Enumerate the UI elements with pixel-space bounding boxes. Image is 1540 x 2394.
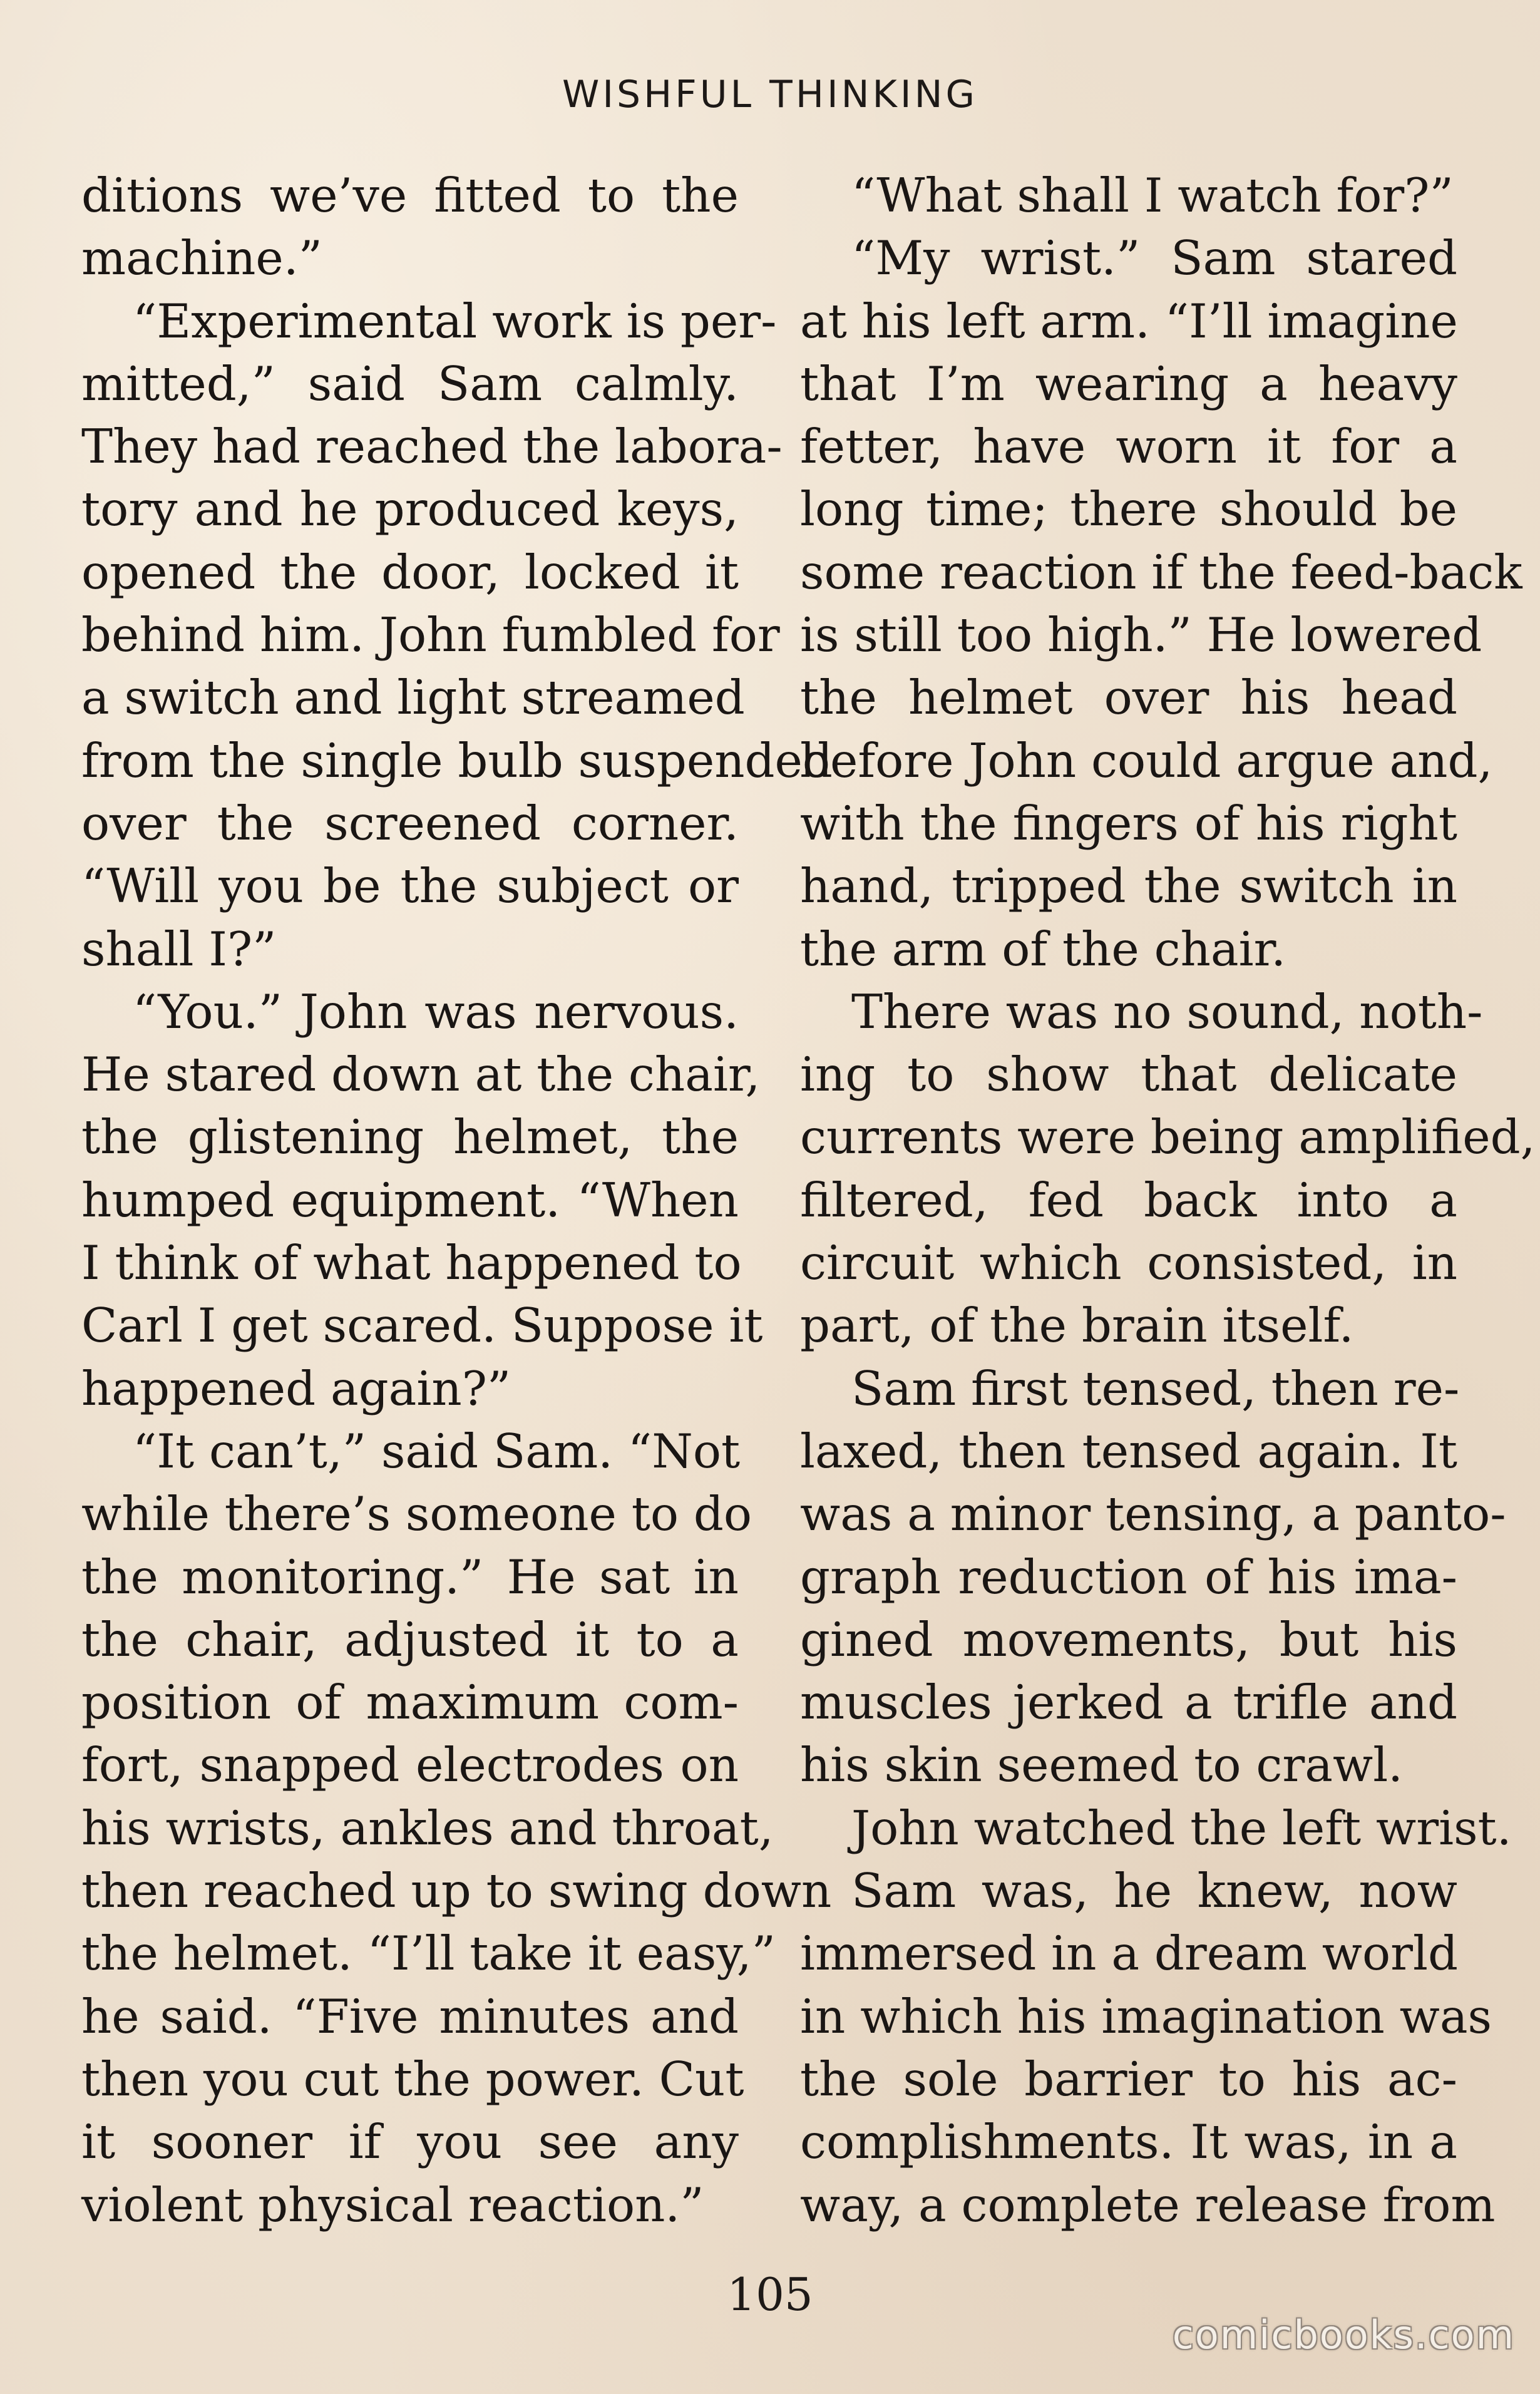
text-line: from the single bulb suspended <box>81 732 833 788</box>
left-column <box>81 164 833 2236</box>
text-line: with the fingers of his right <box>800 795 1457 851</box>
text-line: his skin seemed to crawl. <box>800 1737 1404 1793</box>
text-line: humped equipment. “When <box>81 1172 739 1228</box>
text-line: over the screened corner. <box>81 795 739 851</box>
text-line: I think of what happened to <box>81 1235 742 1291</box>
text-line: at his left arm. “I’ll imagine <box>800 293 1458 349</box>
text-line: way, a complete release from <box>800 2177 1496 2232</box>
text-line: behind him. John fumbled for <box>81 607 780 663</box>
text-line: mitted,” said Sam calmly. <box>81 356 739 411</box>
text-line: the sole barrier to his ac- <box>800 2051 1457 2107</box>
text-line: before John could argue and, <box>800 732 1493 788</box>
text-line: he said. “Five minutes and <box>81 1988 739 2044</box>
text-line: “My wrist.” Sam stared <box>851 230 1457 286</box>
text-line: a switch and light streamed <box>81 670 745 726</box>
text-line: position of maximum com- <box>81 1675 739 1730</box>
text-line: the helmet. “I’ll take it easy,” <box>81 1926 776 1981</box>
text-line: hand, tripped the switch in <box>800 858 1457 914</box>
text-line: They had reached the labora- <box>81 419 783 475</box>
text-line: the glistening helmet, the <box>81 1109 739 1165</box>
text-line: graph reduction of his ima- <box>800 1549 1457 1605</box>
text-line: fetter, have worn it for a <box>800 419 1457 475</box>
text-line: “It can’t,” said Sam. “Not <box>133 1423 741 1479</box>
page-number: 105 <box>727 2268 813 2321</box>
text-line: his wrists, ankles and throat, <box>81 1800 774 1856</box>
text-line: long time; there should be <box>800 481 1457 537</box>
text-line: He stared down at the chair, <box>81 1047 761 1102</box>
text-line: the chair, adjusted it to a <box>81 1611 739 1667</box>
text-line: while there’s someone to do <box>81 1486 752 1542</box>
text-line: complishments. It was, in a <box>800 2114 1457 2170</box>
text-line: Carl I get scared. Suppose it <box>81 1298 763 1354</box>
text-line: Sam first tensed, then re- <box>851 1360 1460 1416</box>
text-line: laxed, then tensed again. It <box>800 1423 1457 1479</box>
text-line: violent physical reaction.” <box>81 2177 704 2232</box>
text-line: “What shall I watch for?” <box>851 168 1454 223</box>
text-line: the monitoring.” He sat in <box>81 1549 739 1605</box>
text-line: that I’m wearing a heavy <box>800 356 1457 411</box>
text-line: happened again?” <box>81 1360 511 1416</box>
text-line: fort, snapped electrodes on <box>81 1737 739 1793</box>
text-line: immersed in a dream world <box>800 1926 1458 1981</box>
right-column <box>800 164 1536 2236</box>
text-line: some reaction if the feed-back <box>800 544 1522 600</box>
text-line: filtered, fed back into a <box>800 1172 1457 1228</box>
text-line: There was no sound, noth- <box>851 984 1483 1039</box>
text-line: John watched the left wrist. <box>851 1800 1512 1856</box>
text-line: gined movements, but his <box>800 1611 1457 1667</box>
text-line: the helmet over his head <box>800 670 1457 726</box>
text-line: then reached up to swing down <box>81 1863 832 1919</box>
text-line: tory and he produced keys, <box>81 481 739 537</box>
text-line: the arm of the chair. <box>800 921 1286 977</box>
text-line: was a minor tensing, a panto- <box>800 1486 1506 1542</box>
text-line: ing to show that delicate <box>800 1047 1457 1102</box>
text-line: “Experimental work is per- <box>133 293 777 349</box>
text-line: circuit which consisted, in <box>800 1235 1457 1291</box>
text-line: ditions we’ve fitted to the <box>81 168 739 223</box>
text-line: currents were being amplified, <box>800 1109 1536 1165</box>
text-line: is still too high.” He lowered <box>800 607 1482 663</box>
running-head: WISHFUL THINKING <box>562 73 978 116</box>
text-line: “You.” John was nervous. <box>133 984 739 1039</box>
text-line: shall I?” <box>81 921 277 977</box>
text-line: muscles jerked a trifle and <box>800 1675 1457 1730</box>
text-line: machine.” <box>81 230 322 286</box>
text-line: it sooner if you see any <box>81 2114 739 2170</box>
text-line: opened the door, locked it <box>81 544 739 600</box>
text-line: in which his imagination was <box>800 1988 1492 2044</box>
text-line: part, of the brain itself. <box>800 1298 1354 1354</box>
text-line: then you cut the power. Cut <box>81 2051 744 2107</box>
text-line: “Will you be the subject or <box>81 858 739 914</box>
text-line: Sam was, he knew, now <box>851 1863 1457 1919</box>
watermark: comicbooks.com <box>1172 2312 1515 2358</box>
